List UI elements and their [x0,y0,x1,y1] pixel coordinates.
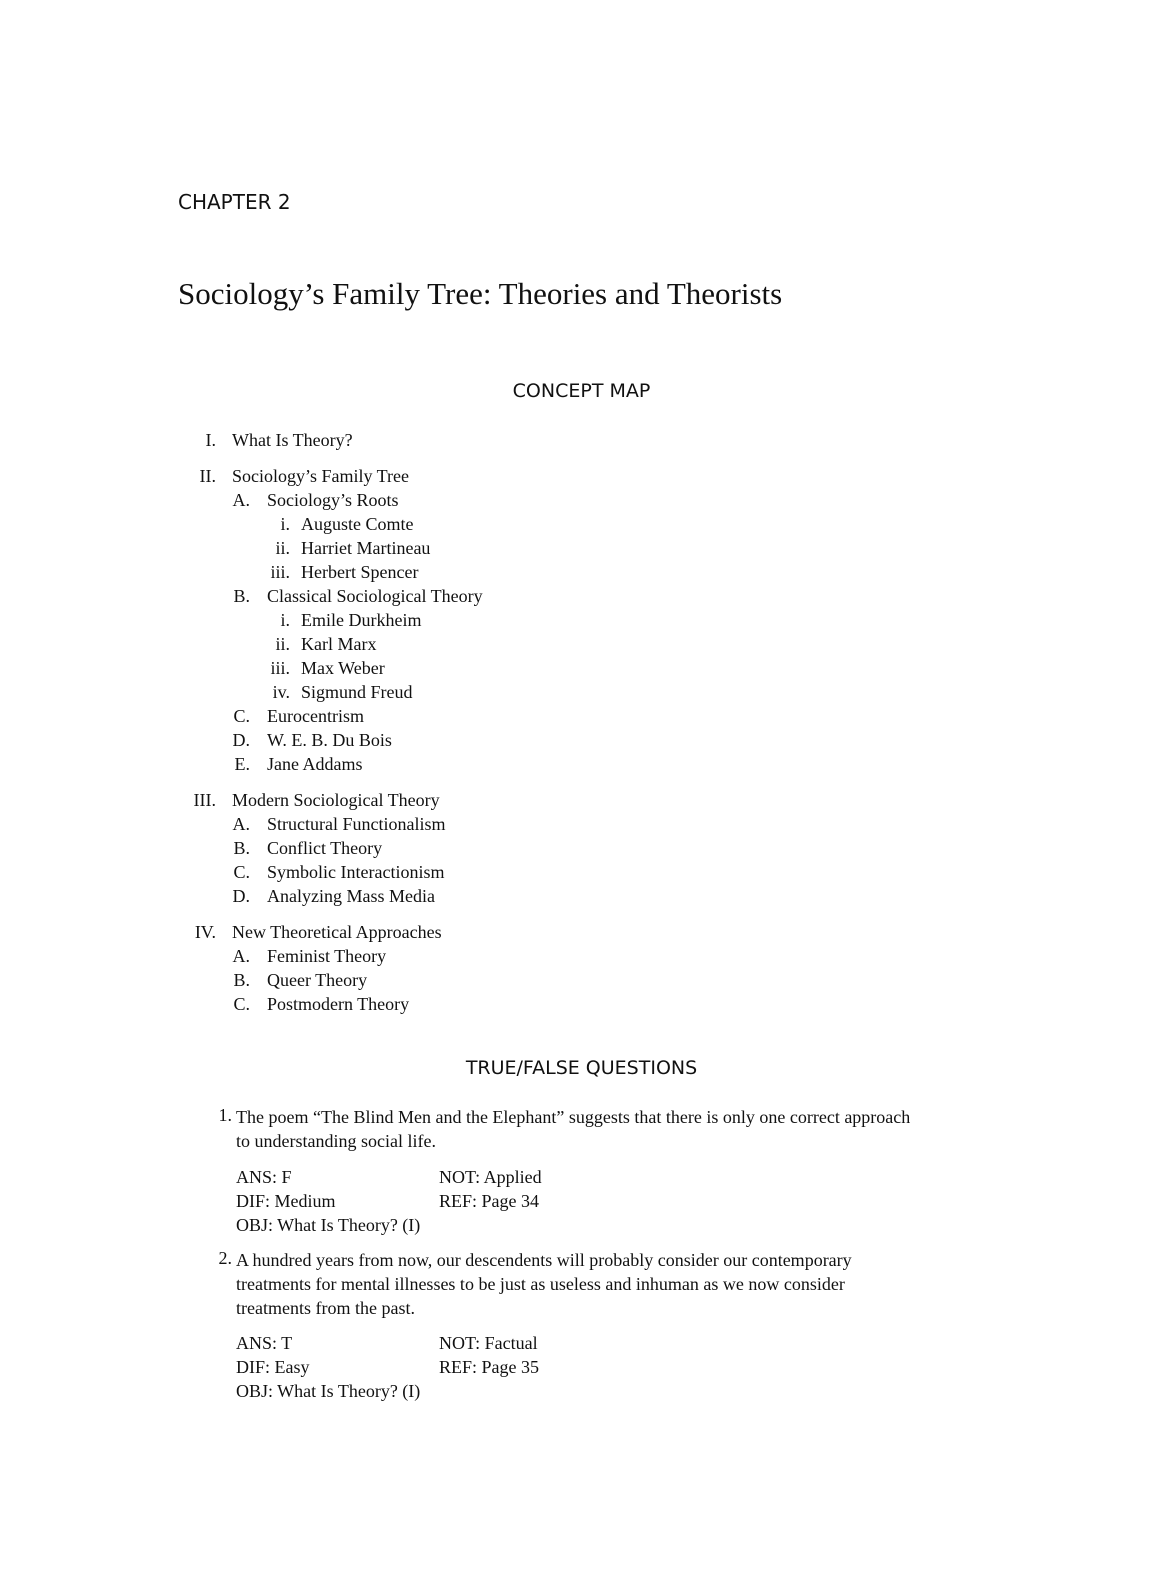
outline-text: Analyzing Mass Media [267,886,435,906]
question-line: treatments from the past. [236,1298,415,1318]
outline-number: A. [232,946,250,966]
outline-text: Sigmund Freud [301,682,413,702]
question-line: A hundred years from now, our descendents will probably consider our contemporary [236,1250,852,1270]
objective: OBJ: What Is Theory? (I) [236,1215,421,1235]
outline-number: I. [205,430,216,450]
outline-number: A. [232,490,250,510]
outline-text: W. E. B. Du Bois [267,730,392,750]
outline-text: Modern Sociological Theory [232,790,440,810]
outline-number: D. [232,886,250,906]
outline-text: Queer Theory [267,970,368,990]
outline-text: Karl Marx [301,634,377,654]
question-line: to understanding social life. [236,1131,436,1151]
outline-number: A. [232,814,250,834]
question-number: 2. [218,1248,232,1268]
question-2-meta [236,1331,736,1403]
outline-text: Emile Durkheim [301,610,422,630]
outline-number: i. [280,514,290,534]
outline-number: B. [233,586,250,606]
outline-number: C. [233,994,250,1014]
outline-number: IV. [194,922,216,942]
outline-number: D. [232,730,250,750]
question-type: NOT: Factual [439,1333,538,1353]
question-type: NOT: Applied [439,1167,542,1187]
outline-text: New Theoretical Approaches [232,922,442,942]
question-line: treatments for mental illnesses to be just as useless and inhuman as we now consider [236,1274,845,1294]
page-reference: REF: Page 34 [439,1191,540,1211]
answer: ANS: T [236,1333,293,1353]
outline-number: iv. [272,682,290,702]
outline-number: III. [193,790,216,810]
question-number: 1. [218,1105,232,1125]
question-text [236,1248,996,1320]
outline-number: B. [233,970,250,990]
outline-number: i. [280,610,290,630]
outline-text: Conflict Theory [267,838,383,858]
outline-text: Eurocentrism [267,706,364,726]
question-line: The poem “The Blind Men and the Elephant” suggests that there is only one correct approach [236,1107,911,1127]
outline-number: E. [234,754,250,774]
page-title: Sociology’s Family Tree: Theories and Theorists [178,276,783,311]
chapter-label: CHAPTER 2 [178,190,291,214]
page-reference: REF: Page 35 [439,1357,540,1377]
outline-text: Auguste Comte [301,514,414,534]
true-false-heading: TRUE/FALSE QUESTIONS [465,1057,698,1079]
outline-number: II. [199,466,216,486]
question-text [236,1105,996,1153]
outline-text: Harriet Martineau [301,538,431,558]
outline-text: Herbert Spencer [301,562,419,582]
outline-text: Max Weber [301,658,385,678]
outline-text: Postmodern Theory [267,994,410,1014]
outline-text: Sociology’s Family Tree [232,466,410,486]
outline-text: Classical Sociological Theory [267,586,483,606]
outline-text: Jane Addams [267,754,363,774]
outline-number: ii. [275,634,290,654]
outline-number: iii. [270,562,290,582]
outline-text: Sociology’s Roots [267,490,399,510]
outline-number: ii. [275,538,290,558]
outline-number: iii. [270,658,290,678]
outline-number: C. [233,862,250,882]
outline-number: B. [233,838,250,858]
difficulty: DIF: Easy [236,1357,310,1377]
question-1-meta [236,1165,736,1237]
outline-text: Symbolic Interactionism [267,862,445,882]
answer: ANS: F [236,1167,292,1187]
objective: OBJ: What Is Theory? (I) [236,1381,421,1401]
difficulty: DIF: Medium [236,1191,336,1211]
outline-text: Structural Functionalism [267,814,446,834]
outline-number: C. [233,706,250,726]
outline-text: Feminist Theory [267,946,387,966]
outline-text: What Is Theory? [232,430,353,450]
concept-map-heading: CONCEPT MAP [512,380,651,402]
